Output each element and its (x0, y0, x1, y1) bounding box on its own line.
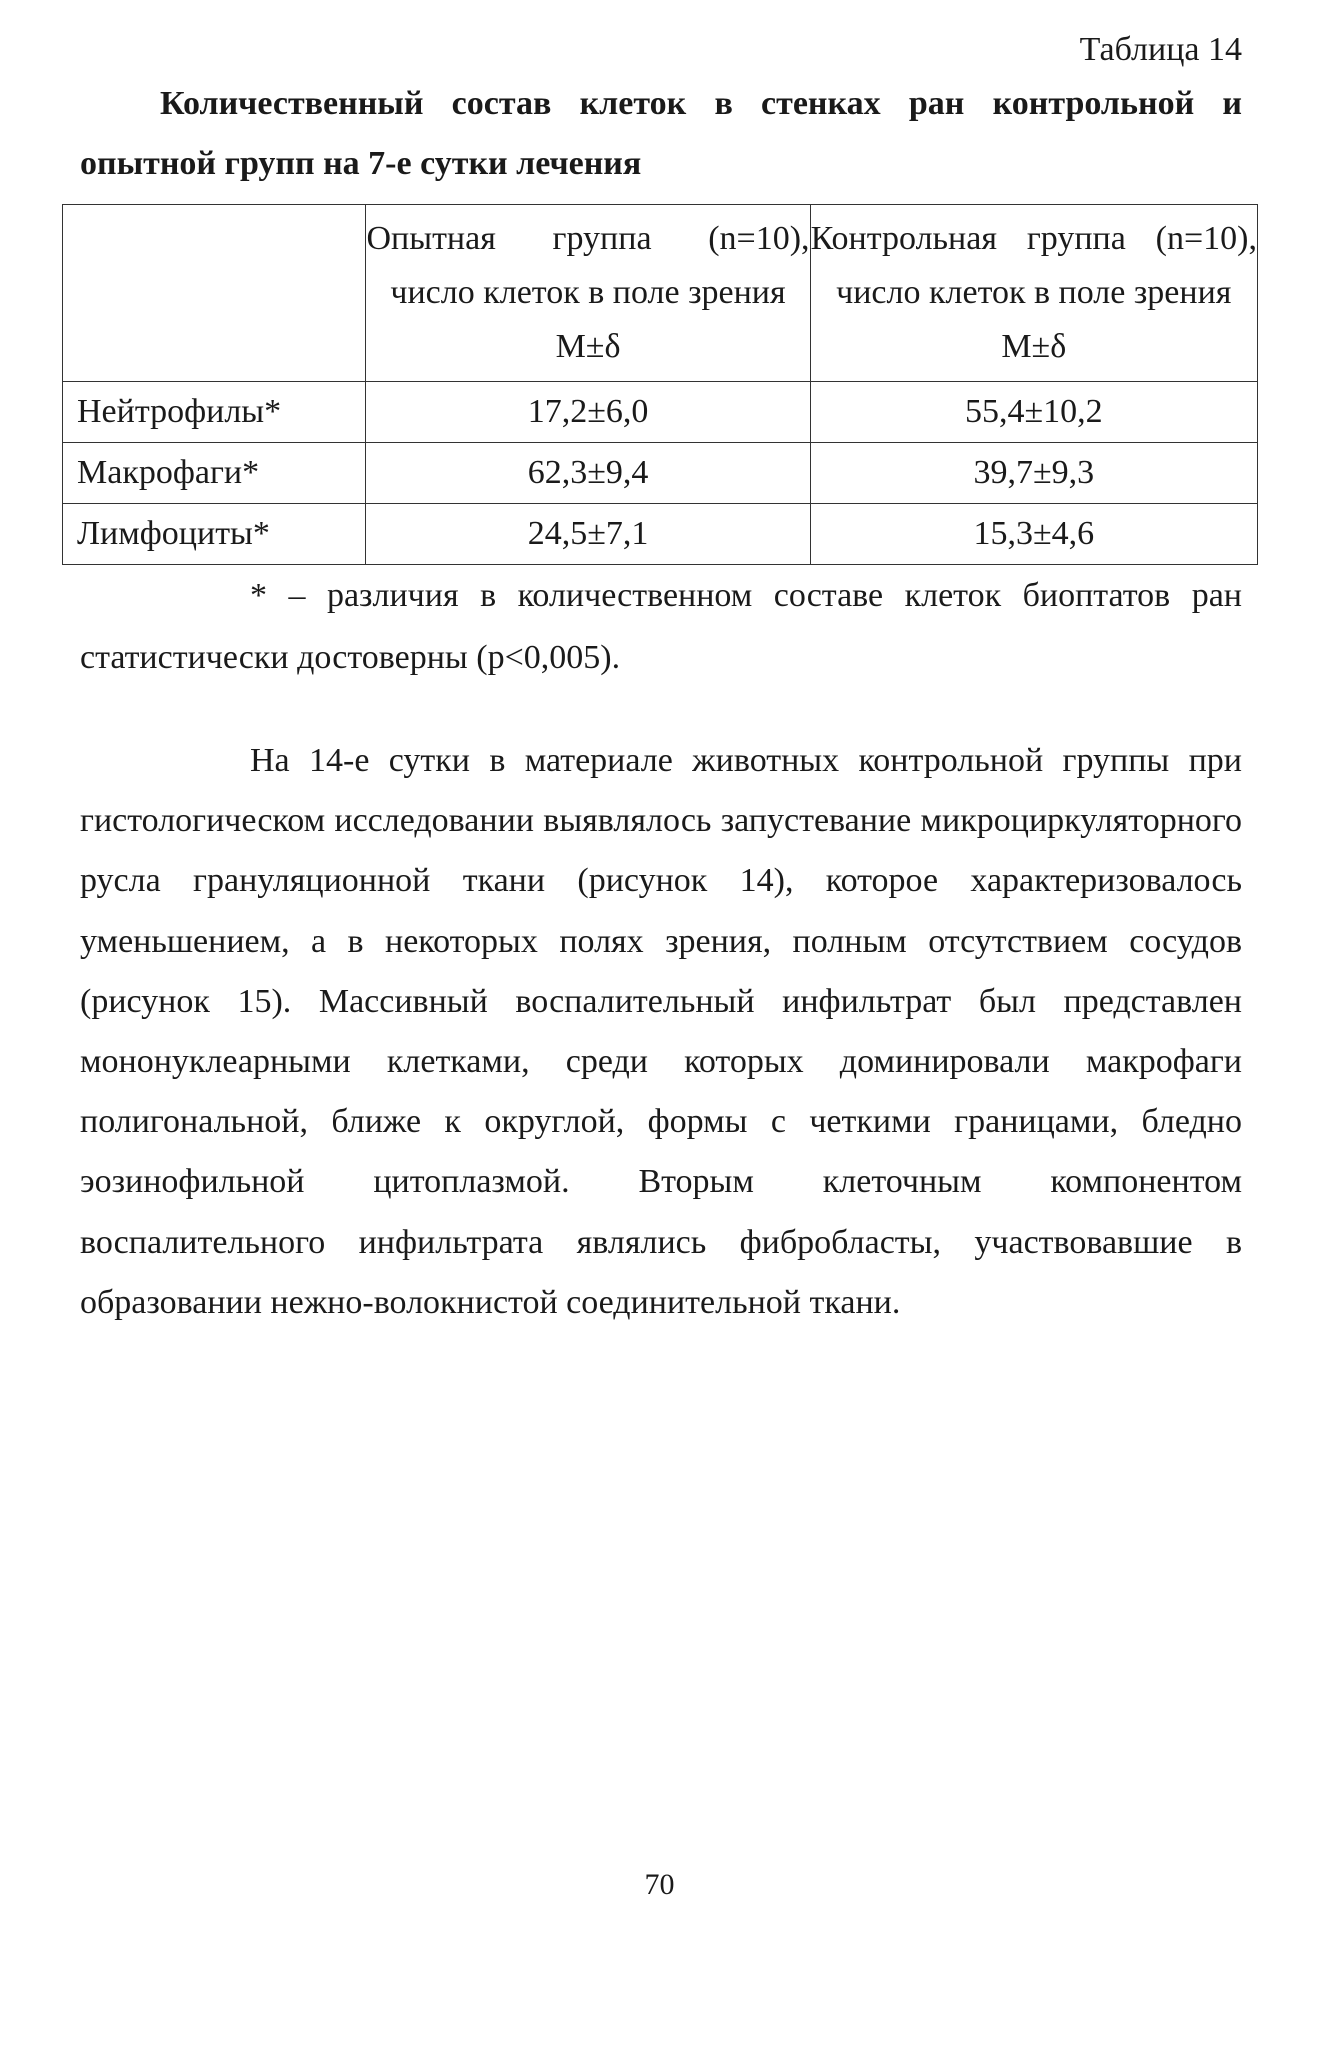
header-control-line-2: число клеток в поле зрения (836, 274, 1232, 311)
table-title-line-1: Количественный состав клеток в стенках ран контрольной и (160, 85, 1242, 122)
table-cell-experimental: 62,3±9,4 (366, 443, 810, 504)
table-number: Таблица 14 (1079, 31, 1242, 68)
table-cell-experimental: 24,5±7,1 (366, 504, 810, 565)
table-cell-control: 15,3±4,6 (810, 504, 1257, 565)
table-header-experimental-group (366, 205, 810, 382)
table-row (63, 504, 1258, 565)
table-title-line-2: опытной групп на 7-е сутки лечения (80, 145, 642, 182)
table-title (80, 74, 1242, 194)
table-header-control-group (810, 205, 1257, 382)
table-cell-control: 39,7±9,3 (810, 443, 1257, 504)
table-row-label: Лимфоциты* (63, 504, 366, 565)
data-table (62, 204, 1258, 565)
body-paragraph: На 14-е сутки в материале животных контрольной группы при гистологическом исследовании выявлялось запустевание микроциркуляторного русла грануляционной ткани (рисунок 14), которое характеризовалось уменьшением, а в некоторых полях зрения, полным отсутствием сосудов (рисунок 15). Массивный воспалительный инфильтрат был представлен мононуклеарными клетками, среди которых доминировали макрофаги полигональной, ближе к округлой, формы с четкими границами, бледно эозинофильной цитоплазмой. Вторым клеточным компонентом воспалительного инфильтрата являлись фибробласты, участвовавшие в образовании нежно-волокнистой соединительной ткани. (80, 742, 1242, 1321)
header-control-line-3: M±δ (1001, 328, 1067, 365)
document-page (77, 26, 1257, 1333)
footnote-line-1: * – различия в количественном составе клеток биоптатов ран (250, 577, 1242, 614)
table-footnote (80, 565, 1242, 689)
table-cell-control: 55,4±10,2 (810, 382, 1257, 443)
header-control-line-1: Контрольная группа (n=10), (810, 220, 1257, 257)
header-experimental-line-3: M±δ (555, 328, 621, 365)
table-header-empty-cell (63, 205, 366, 382)
table-row-label: Макрофаги* (63, 443, 366, 504)
table-header-row (63, 205, 1258, 382)
table-row (63, 382, 1258, 443)
table-row (63, 443, 1258, 504)
header-experimental-line-2: число клеток в поле зрения (390, 274, 786, 311)
page-number: 70 (644, 1868, 675, 1901)
header-experimental-line-1: Опытная группа (n=10), (366, 220, 810, 257)
table-row-label: Нейтрофилы* (63, 382, 366, 443)
footnote-line-2: статистически достоверны (p<0,005). (80, 639, 621, 676)
table-cell-experimental: 17,2±6,0 (366, 382, 810, 443)
